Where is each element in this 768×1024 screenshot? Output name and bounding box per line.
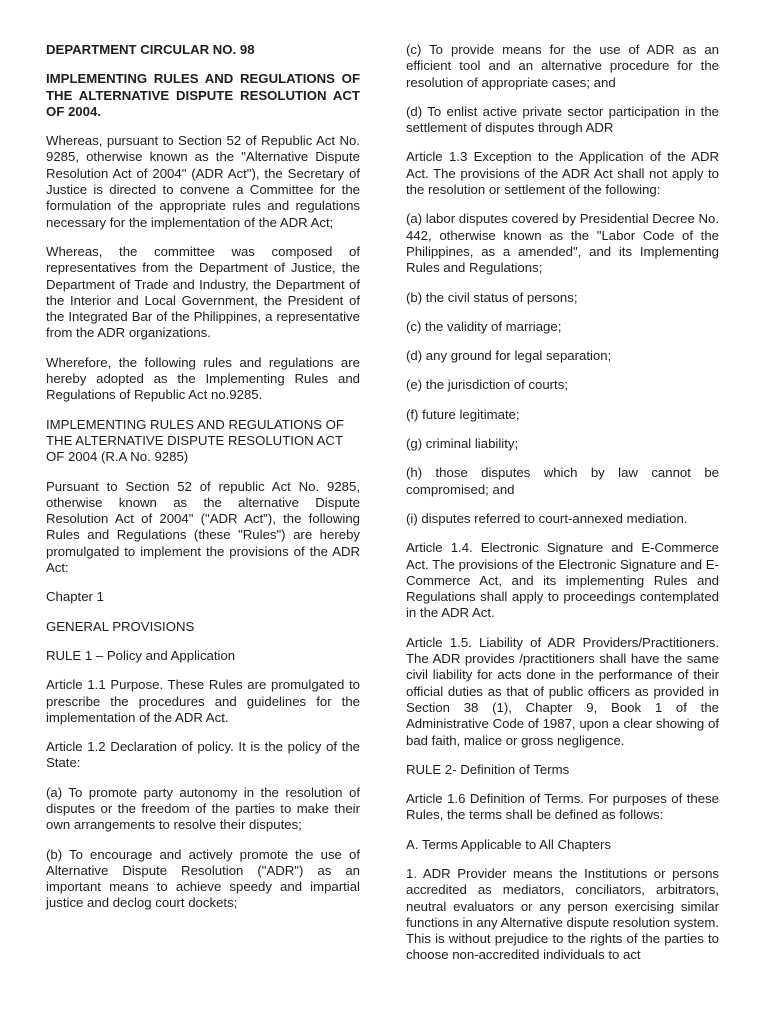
exception-item-f: (f) future legitimate;: [406, 406, 520, 422]
article-1-3: Article 1.3 Exception to the Application of the ADR Act. The provisions of the ADR Act shall not apply to the resolution or settlement of the following:: [406, 149, 719, 198]
rule-1-heading: RULE 1 – Policy and Application: [46, 647, 236, 663]
chapter-title: GENERAL PROVISIONS: [46, 618, 195, 634]
article-1-4: Article 1.4. Electronic Signature and E-Commerce Act. The provisions of the Electronic Signature and E-Commerce Act, and its implementing Rules and Regulations shall apply to proceedings contemplated in the ADR Act.: [406, 540, 719, 621]
left-column: [46, 42, 360, 925]
exception-item-g: (g) criminal liability;: [406, 436, 519, 452]
term-adr-provider: 1. ADR Provider means the Institutions or persons accredited as mediators, conciliators, arbitrators, neutral evaluators or any person exercising similar functions in any Alternative dispute resolution system. This is without prejudice to the rights of the parties to choose non-accredited individuals to act: [406, 865, 720, 963]
whereas-paragraph-1: Whereas, pursuant to Section 52 of Republic Act No. 9285, otherwise known as the "Alternative Dispute Resolution Act of 2004" (ADR Act"), the Secretary of Justice is directed to convene a Committee for the formulation of the appropriate rules and regulations necessary for the implementation of the ADR Act;: [46, 133, 360, 230]
policy-item-d: (d) To enlist active private sector participation in the settlement of disputes through ADR: [406, 103, 719, 136]
irr-heading: IMPLEMENTING RULES AND REGULATIONS OF THE ALTERNATIVE DISPUTE RESOLUTION ACT OF 2004 (R.A No. 9285): [46, 416, 344, 465]
article-1-1: Article 1.1 Purpose. These Rules are promulgated to prescribe the procedures and guidelines for the implementation of the ADR Act.: [46, 677, 360, 725]
policy-item-c: (c) To provide means for the use of ADR as an efficient tool and an alternative procedure for the resolution of appropriate cases; and: [406, 42, 719, 90]
wherefore-paragraph: Wherefore, the following rules and regulations are hereby adopted as the Implementing Rules and Regulations of Republic Act no.9285.: [46, 354, 360, 403]
document-heading: IMPLEMENTING RULES AND REGULATIONS OF THE ALTERNATIVE DISPUTE RESOLUTION ACT OF 2004.: [46, 71, 360, 119]
exception-item-e: (e) the jurisdiction of courts;: [406, 377, 568, 393]
rule-2-heading: RULE 2- Definition of Terms: [406, 761, 570, 777]
exception-item-a: (a) labor disputes covered by Presidential Decree No. 442, otherwise known as the "Labor Code of the Philippines, as a amended", and its Implementing Rules and Regulations;: [406, 211, 719, 276]
terms-section-a: A. Terms Applicable to All Chapters: [406, 836, 611, 852]
exception-item-i: (i) disputes referred to court-annexed mediation.: [406, 510, 688, 526]
policy-item-b: (b) To encourage and actively promote the use of Alternative Dispute Resolution ("ADR") as an important means to achieve speedy and impartial justice and declog court dockets;: [46, 846, 360, 911]
whereas-paragraph-2: Whereas, the committee was composed of representatives from the Department of Justice, the Department of Trade and Industry, the Department of the Interior and Local Government, the President of the Integrated Bar of the Philippines, a representative from the ADR organizations.: [46, 243, 360, 341]
chapter-label: Chapter 1: [46, 589, 104, 605]
pursuant-paragraph: Pursuant to Section 52 of republic Act No. 9285, otherwise known as the alternative Dispute Resolution Act of 2004" ("ADR Act"), the following Rules and Regulations (these "Rules") are hereby promulgated to implement the provisions of the ADR Act:: [46, 478, 360, 576]
exception-item-b: (b) the civil status of persons;: [406, 289, 578, 305]
exception-item-h: (h) those disputes which by law cannot be compromised; and: [406, 465, 719, 497]
exception-item-c: (c) the validity of marriage;: [406, 318, 562, 334]
right-column: [406, 42, 719, 964]
article-1-2: Article 1.2 Declaration of policy. It is the policy of the State:: [46, 739, 360, 771]
exception-item-d: (d) any ground for legal separation;: [406, 348, 612, 364]
circular-title: DEPARTMENT CIRCULAR NO. 98: [46, 42, 255, 57]
article-1-5: Article 1.5. Liability of ADR Providers/Practitioners. The ADR provides /practitioners shall have the same civil liability for acts done in the performance of their official duties as that of public officers as provided in Section 38 (1), Chapter 9, Book 1 of the Administrative Code of 1987, upon a clear showing of bad faith, malice or gross negligence.: [406, 634, 719, 748]
policy-item-a: (a) To promote party autonomy in the resolution of disputes or the freedom of the parties to make their own arrangements to resolve their disputes;: [46, 784, 360, 833]
article-1-6: Article 1.6 Definition of Terms. For purposes of these Rules, the terms shall be defined as follows:: [406, 791, 719, 823]
